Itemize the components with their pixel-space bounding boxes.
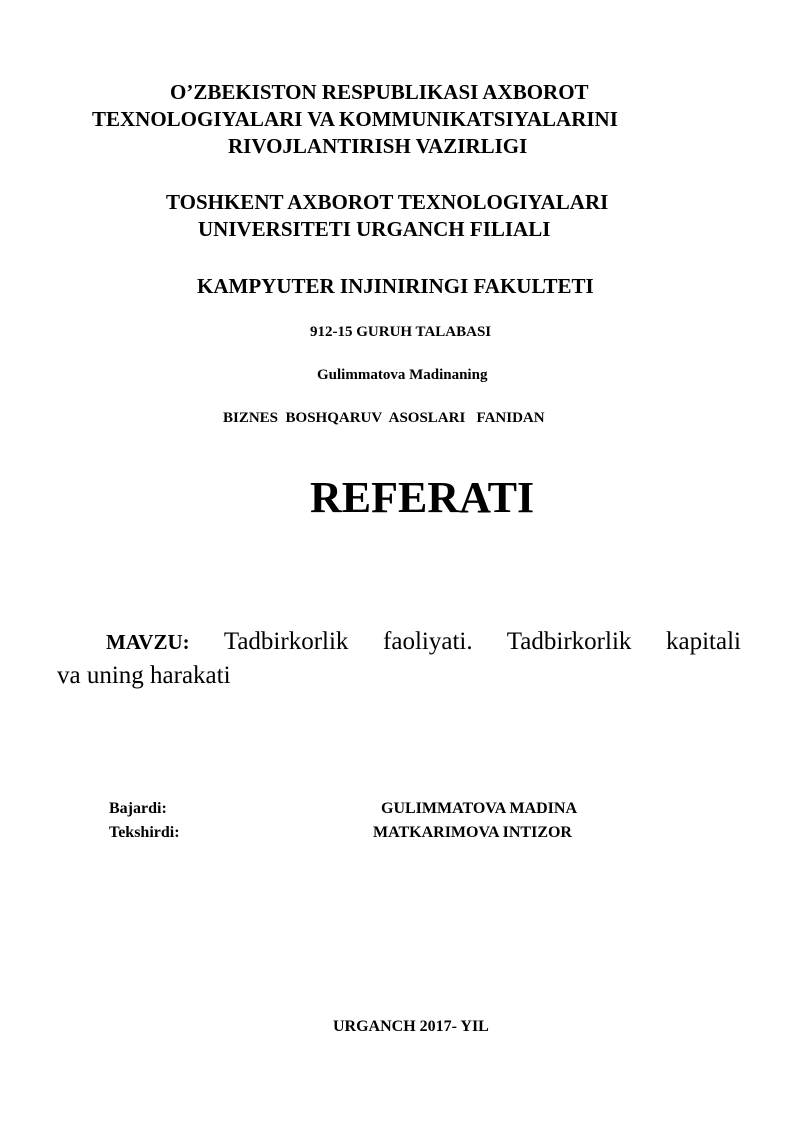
- performed-by-label: Bajardi:: [109, 800, 167, 817]
- topic-label: MAVZU:: [106, 630, 190, 654]
- ministry-line-1: O’ZBEKISTON RESPUBLIKASI AXBOROT: [170, 80, 589, 104]
- subject-name: BIZNES BOSHQARUV ASOSLARI FANIDAN: [223, 410, 545, 426]
- topic-title-part-1: Tadbirkorlik faoliyati. Tadbirkorlik kapitali: [223, 628, 741, 655]
- topic-line-1: [57, 625, 741, 659]
- document-type: REFERATI: [310, 473, 535, 522]
- topic-block: [57, 625, 741, 693]
- checked-by-name: MATKARIMOVA INTIZOR: [373, 824, 572, 841]
- topic-line-2: va uning harakati: [57, 662, 231, 689]
- university-line-2: UNIVERSITETI URGANCH FILIALI: [198, 217, 551, 241]
- university-line-1: TOSHKENT AXBOROT TEXNOLOGIYALARI: [166, 190, 609, 214]
- performed-by-name: GULIMMATOVA MADINA: [381, 800, 578, 817]
- checked-by-label: Tekshirdi:: [109, 824, 180, 841]
- student-group: 912-15 GURUH TALABASI: [310, 324, 492, 340]
- ministry-line-2: TEXNOLOGIYALARI VA KOMMUNIKATSIYALARINI: [92, 107, 618, 131]
- faculty-name: KAMPYUTER INJINIRINGI FAKULTETI: [197, 274, 594, 298]
- ministry-line-3: RIVOJLANTIRISH VAZIRLIGI: [228, 134, 528, 158]
- student-name: Gulimmatova Madinaning: [317, 367, 488, 383]
- place-and-year: URGANCH 2017- YIL: [333, 1018, 489, 1035]
